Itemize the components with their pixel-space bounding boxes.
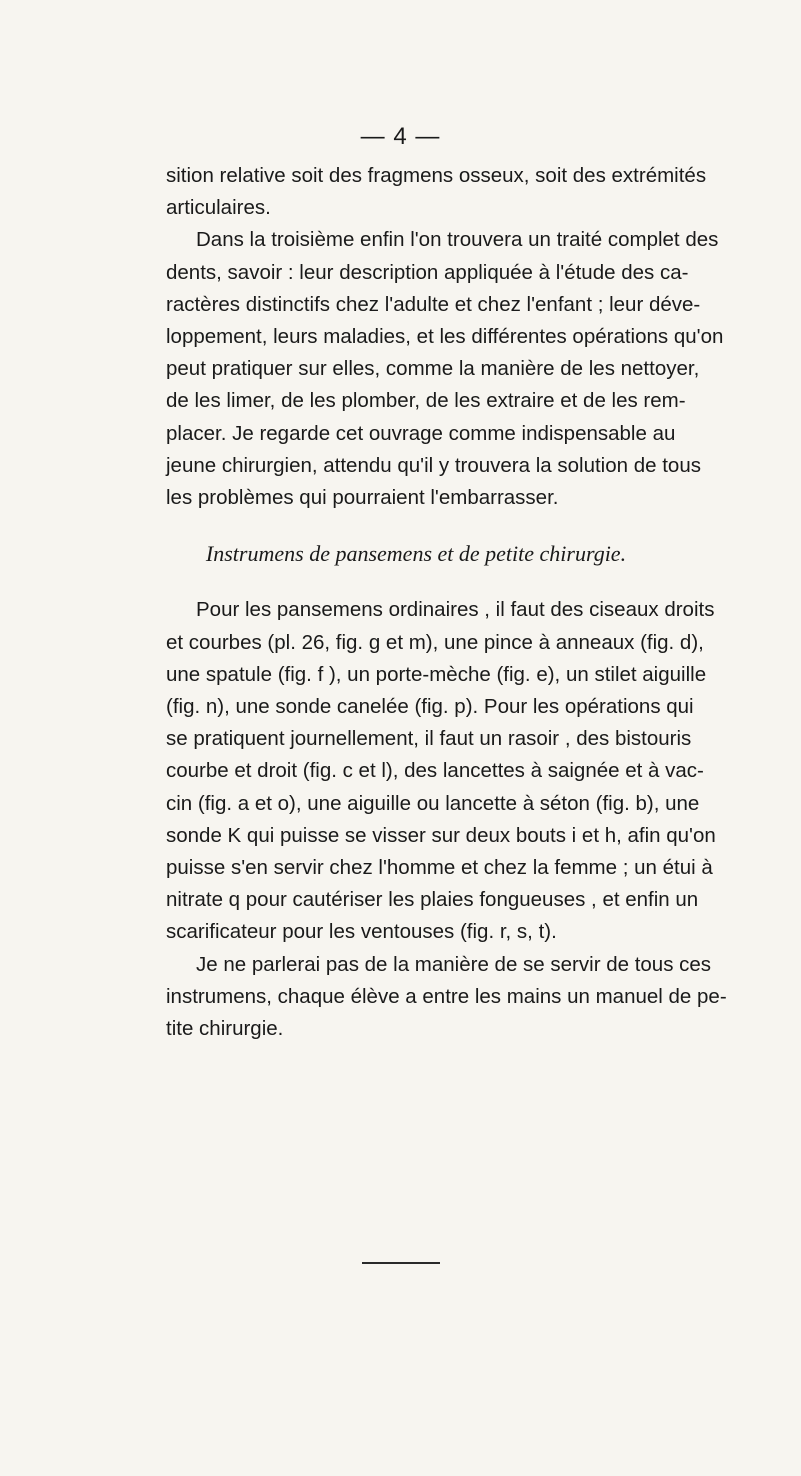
text-line: peut pratiquer sur elles, comme la manière de les nettoyer, — [166, 357, 700, 381]
section-heading: Instrumens de pansemens et de petite chirurgie. — [205, 541, 627, 567]
paragraph-3 — [166, 594, 716, 948]
text-line: puisse s'en servir chez l'homme et chez la femme ; un étui à — [166, 856, 713, 880]
paragraph-1 — [166, 160, 707, 224]
text-line: Je ne parlerai pas de la manière de se servir de tous ces — [196, 952, 712, 976]
text-line: et courbes (pl. 26, fig. g et m), une pince à anneaux (fig. d), — [166, 630, 704, 654]
text-line: les problèmes qui pourraient l'embarrasser. — [166, 486, 559, 510]
text-line: Dans la troisième enfin l'on trouvera un traité complet des — [196, 228, 719, 252]
text-line: une spatule (fig. f ), un porte-mèche (fig. e), un stilet aiguille — [166, 662, 707, 686]
text-line: dents, savoir : leur description appliquée à l'étude des ca- — [166, 260, 689, 284]
page-number: — 4 — — [360, 123, 441, 150]
text-line: se pratiquent journellement, il faut un rasoir , des bistouris — [166, 727, 692, 751]
text-line: scarificateur pour les ventouses (fig. r, s, t). — [166, 920, 557, 944]
text-line: placer. Je regarde cet ouvrage comme indispensable au — [166, 421, 676, 445]
text-line: loppement, leurs maladies, et les différentes opérations qu'on — [166, 325, 724, 349]
text-line: jeune chirurgien, attendu qu'il y trouvera la solution de tous — [166, 453, 701, 477]
paragraph-4 — [166, 949, 727, 1046]
text-line: tite chirurgie. — [166, 1017, 284, 1041]
text-line: de les limer, de les plomber, de les extraire et de les rem- — [166, 389, 686, 413]
text-line: sition relative soit des fragmens osseux, soit des extrémités — [166, 164, 707, 187]
text-line: cin (fig. a et o), une aiguille ou lancette à séton (fig. b), une — [166, 791, 700, 815]
text-line: ractères distinctifs chez l'adulte et chez l'enfant ; leur déve- — [166, 292, 701, 316]
text-line: instrumens, chaque élève a entre les mains un manuel de pe- — [166, 984, 727, 1008]
text-line: (fig. n), une sonde canelée (fig. p). Pour les opérations qui — [166, 695, 694, 719]
paragraph-2 — [166, 224, 724, 514]
text-line: sonde K qui puisse se visser sur deux bouts i et h, afin qu'on — [166, 823, 716, 847]
text-line: articulaires. — [166, 196, 271, 220]
body-text — [166, 160, 727, 1045]
footer-divider — [362, 1262, 440, 1264]
text-line: courbe et droit (fig. c et l), des lancettes à saignée et à vac- — [166, 759, 704, 783]
text-line: Pour les pansemens ordinaires , il faut des ciseaux droits — [196, 598, 715, 622]
text-line: nitrate q pour cautériser les plaies fongueuses , et enfin un — [166, 888, 699, 912]
